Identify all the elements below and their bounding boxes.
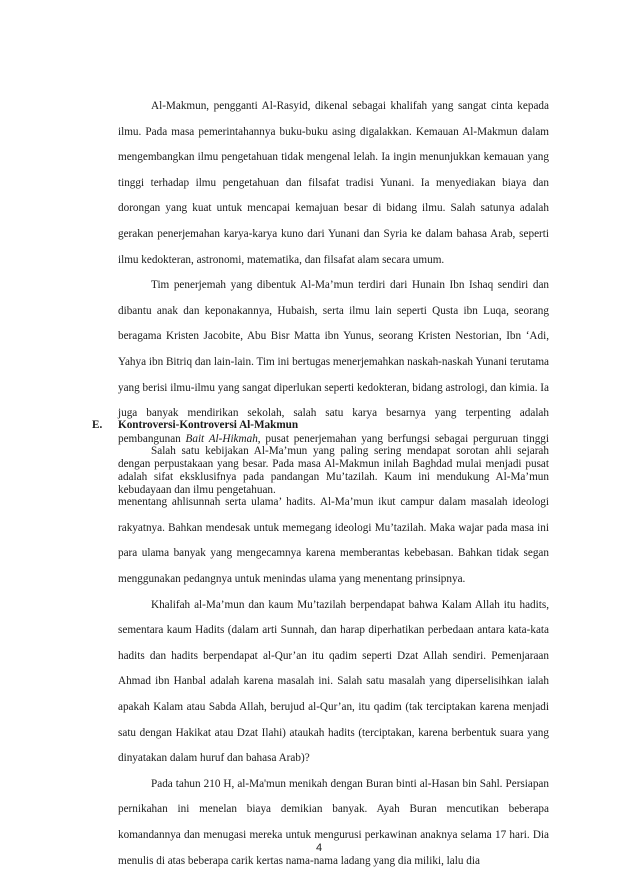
- paragraph-marriage-buran: Pada tahun 210 H, al-Ma'mun menikah dengan Buran binti al-Hasan bin Sahl. Persiapan pernikahan ini menelan biaya demikian banyak. Ayah Buran mencutikan beberapa komandannya dan menugasi mereka untuk mengurusi perkawinan anaknya selama 17 hari. Dia menulis di atas beberapa carik kertas nama-nama ladang yang dia miliki, lalu dia: [118, 777, 549, 867]
- page-number: 4: [315, 842, 323, 854]
- section-heading: [92, 413, 298, 439]
- section-title: Kontroversi-Kontroversi Al-Makmun: [118, 419, 299, 431]
- paragraph-text: Tim penerjemah yang dibentuk Al-Ma’mun terdiri dari Hunain Ibn Ishaq sendiri dan dibantu anak dan keponakannya, Hubaish, serta ilmu lain seperti Qusta ibn Luqa, seorang beragama Kristen Jacobite, Abu Bisr Matta ibn Yunus, seorang Kristen Nestorian, Ibn ‘Adi, Yahya ibn Bitriq dan lain-lain. Tim ini bertugas menerjemahkan naskah-naskah Yunani terutama yang berisi ilmu-ilmu yang sangat diperlukan seperti kedokteran, bidang astrologi, dan kimia. Ia juga banyak mendirikan sekolah, salah satu karya besarnya yang terpenting adalah pembangunan: [118, 279, 549, 445]
- section-letter: E.: [92, 419, 103, 431]
- paragraph-al-makmun-intro: Al-Makmun, pengganti Al-Rasyid, dikenal sebagai khalifah yang sangat cinta kepada ilmu. Pada masa pemerintahannya buku-buku asing digalakkan. Kemauan Al-Makmun dalam mengembangkan ilmu pengetahuan tidak mengenal lelah. Ia ingin menunjukkan kemauan yang tinggi terhadap ilmu pengetahuan dan filsafat tradisi Yunani. Ia menyediakan biaya dan dorongan yang kuat untuk mencapai kemajuan besar di bidang ilmu. Salah satunya adalah gerakan penerjemahan karya-karya kuno dari Yunani dan Syria ke dalam bahasa Arab, seperti ilmu kedokteran, astronomi, matematika, dan filsafat alam secara umum.: [118, 100, 549, 266]
- paragraph-text: , pusat penerjemahan yang berfungsi sebagai perguruan tinggi dengan perpustakaan yang besar. Pada masa Al-Makmun inilah Baghdad mulai menjadi pusat kebudayaan dan ilmu pengetahuan.: [118, 432, 549, 496]
- bait-al-hikmah-term: Bait Al-Hikmah: [185, 432, 258, 445]
- paragraph-kalam-allah: Khalifah al-Ma’mun dan kaum Mu’tazilah berpendapat bahwa Kalam Allah itu hadits, sementara kaum Hadits (dalam arti Sunnah, dan harap diperhatikan perbedaan antara kata-kata hadits dan hadits berpendapat al-Qur’an itu qadim seperti Dzat Allah sendiri. Pemenjaraan Ahmad ibn Hanbal adalah karena masalah ini. Salah satu masalah yang diperselisihkan ialah apakah Kalam atau Sabda Allah, berujud al-Qur’an, itu qadim (tak terciptakan karena menjadi satu dengan Hakikat atau Dzat Ilahi) ataukah hadits (terciptakan, karena berbentuk suara yang dinyatakan dalam huruf dan bahasa Arab)?: [118, 598, 549, 765]
- paragraph-mutazilah-policy: Salah satu kebijakan Al-Ma’mun yang paling sering mendapat sorotan ahli sejarah adalah sifat eksklusifnya pada pandangan Mu’tazilah. Kaum ini mendukung Al-Ma’mun menentang ahlisunnah serta ulama’ hadits. Al-Ma’mun ikut campur dalam masalah ideologi rakyatnya. Bahkan mendesak untuk memegang ideologi Mu’tazilah. Maka wajar pada masa ini para ulama banyak yang mengecamnya karena memberantas kebebasan. Bahkan tidak segan menggunakan pedangnya untuk menindas ulama yang menentang prinsipnya.: [118, 445, 549, 585]
- body-text-bottom: [118, 439, 549, 874]
